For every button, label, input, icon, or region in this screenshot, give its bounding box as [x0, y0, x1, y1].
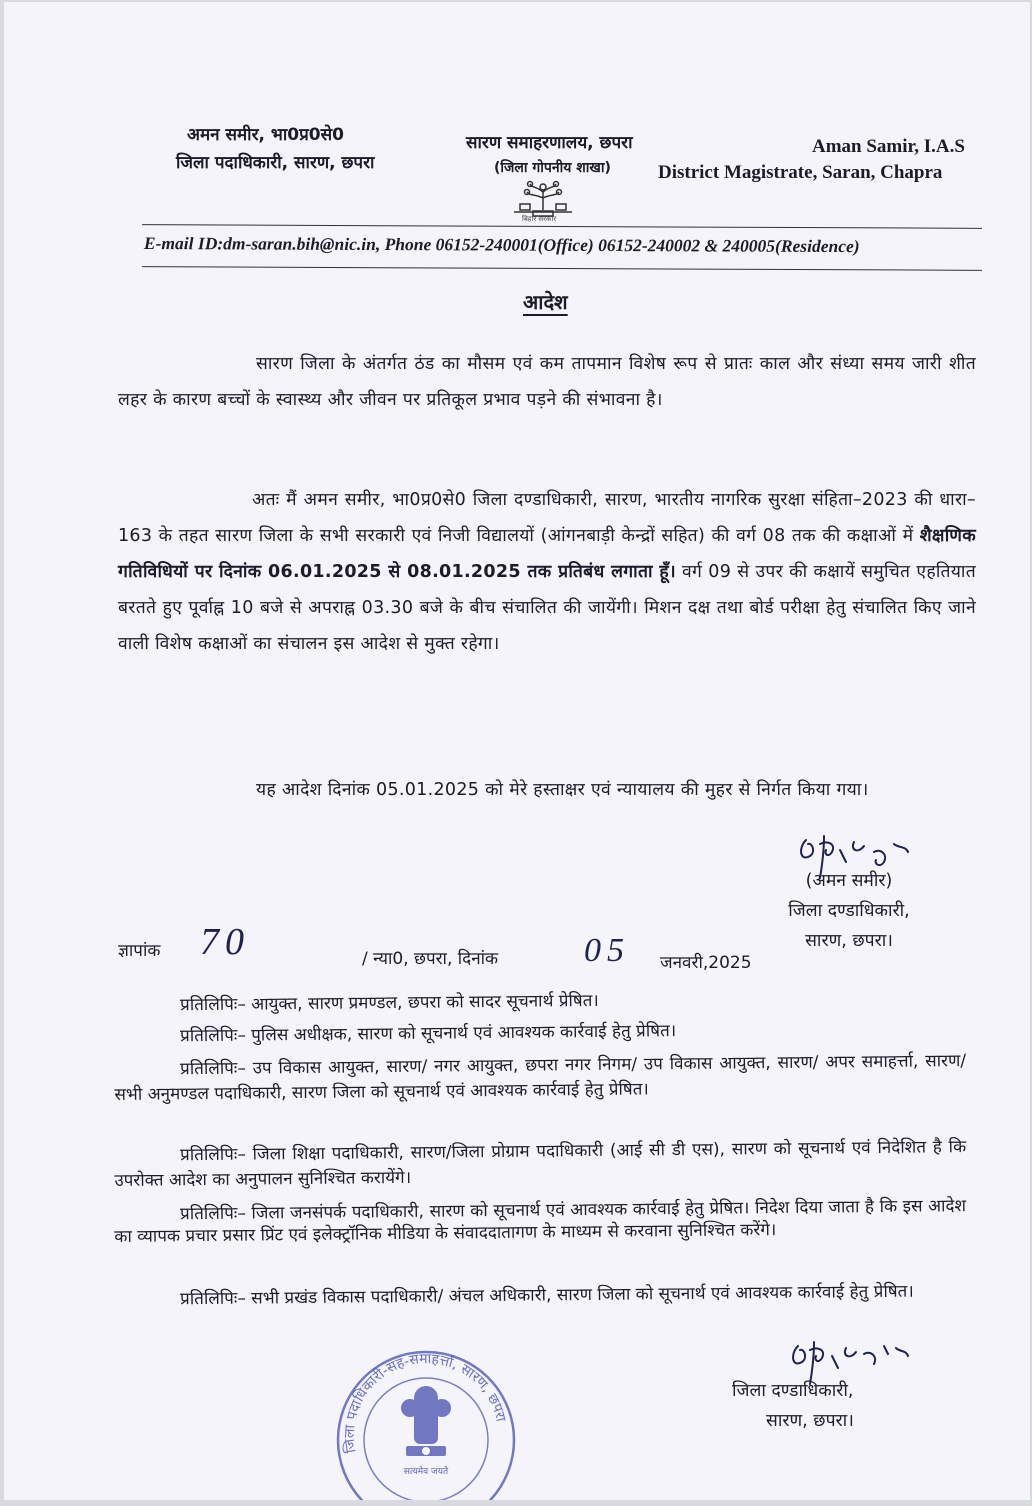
header-right-name: Aman Samir, I.A.S: [812, 136, 965, 157]
order-paragraph-3: [118, 772, 976, 808]
signatory-2-designation: जिला दण्डाधिकारी,: [732, 1381, 854, 1401]
seal-ring-textpath: जिला पदाधिकारी-सह-समाहर्त्ता, सारण, छपरा: [341, 1351, 509, 1454]
order-title: आदेश: [523, 290, 568, 314]
memo-month-year: जनवरी,2025: [660, 953, 752, 973]
copy-item-1: [114, 987, 966, 1017]
order-paragraph-1: [118, 346, 976, 418]
paragraph-1-text: सारण जिला के अंतर्गत ठंड का मौसम एवं कम तापमान विशेष रूप से प्रातः काल और संध्या समय जारी शीत लहर के कारण बच्चों के स्वास्थ्य और जीवन पर प्रतिकूल प्रभाव पड़ने की संभावना है।: [118, 354, 976, 410]
emblem-caption: बिहार सरकार: [522, 215, 557, 223]
header-left-designation: जिला पदाधिकारी, सारण, छपरा: [176, 153, 375, 173]
signatory-place: सारण, छपरा।: [805, 931, 893, 951]
signatory-2-place: सारण, छपरा।: [766, 1411, 854, 1431]
document-page: [4, 2, 1030, 1500]
copy-prefix: प्रतिलिपिः–: [180, 1203, 246, 1225]
copy-item-4: [114, 1135, 966, 1194]
copy-prefix: प्रतिलिपिः–: [180, 1144, 246, 1166]
copy-prefix: प्रतिलिपिः–: [179, 994, 246, 1016]
official-seal-stamp: [326, 1342, 526, 1500]
bihar-emblem-logo: [502, 178, 584, 228]
header-center-office: सारण समाहरणालय, छपरा: [466, 133, 633, 153]
header-center-branch: (जिला गोपनीय शाखा): [494, 160, 611, 176]
order-paragraph-2: [118, 482, 976, 662]
copy-text: जिला शिक्षा पदाधिकारी, सारण/जिला प्रोग्राम पदाधिकारी (आई सी डी एस), सारण को सूचनार्थ एवं निदेशित है कि उपरोक्त आदेश का अनुपालन सुनिश्चित करायेंगे।: [114, 1137, 967, 1191]
paragraph-2-text-b: वर्ग 09 से उपर की कक्षायें समुचित एहतियात बरतते हुए पूर्वाह्न 10 बजे से अपराह्न 03.30 बजे के बीच संचालित की जायेंगी। मिशन दक्ष तथा बोर्ड परीक्षा हेतु संचालित किए जाने वाली विशेष कक्षाओं का संचालन इस आदेश से मुक्त रहेगा।: [118, 562, 976, 654]
copy-prefix: प्रतिलिपिः–: [180, 1058, 246, 1080]
copy-item-6: [114, 1279, 966, 1313]
signatory-designation: जिला दण्डाधिकारी,: [788, 901, 910, 921]
memo-court-date-label: / न्या0, छपरा, दिनांक: [362, 949, 499, 969]
copy-item-5: [114, 1195, 966, 1248]
copy-prefix: प्रतिलिपिः–: [180, 1288, 246, 1310]
copy-text: जिला जनसंपर्क पदाधिकारी, सारण को सूचनार्थ एवं आवश्यक कार्रवाई हेतु प्रेषित। निदेश दिया जाता है कि इस आदेश का व्यापक प्रचार प्रसार प्रिंट एवं इलेक्ट्रॉनिक मीडिया के संवाददातागण के माध्यम से करवाना सुनिश्चित करेंगे।: [114, 1196, 967, 1247]
header-bottom-rule: [142, 266, 982, 271]
header-left-name: अमन समीर, भा0प्र0से0: [187, 125, 344, 145]
copy-text: सभी प्रखंड विकास पदाधिकारी/ अंचल अधिकारी, सारण जिला को सूचनार्थ एवं आवश्यक कार्रवाई हेतु प्रेषित।: [251, 1281, 914, 1309]
paragraph-3-text: यह आदेश दिनांक 05.01.2025 को मेरे हस्ताक्षर एवं न्यायालय की मुहर से निर्गत किया गया।: [256, 780, 869, 800]
contact-line: E-mail ID:dm-saran.bih@nic.in, Phone 06152-240001(Office) 06152-240002 & 240005(Residence): [143, 233, 860, 257]
memo-label: ज्ञापांक: [118, 941, 161, 961]
signature-2-block: [732, 1376, 918, 1436]
copy-item-2: [114, 1018, 966, 1048]
copy-item-3: [114, 1049, 966, 1108]
seal-motto: सत्यमेव जयते: [403, 1467, 449, 1477]
copy-text: पुलिस अधीक्षक, सारण को सूचनार्थ एवं आवश्यक कार्रवाई हेतु प्रेषित।: [251, 1021, 677, 1046]
paragraph-2-text-a: अतः मैं अमन समीर, भा0प्र0से0 जिला दण्डाधिकारी, सारण, भारतीय नागरिक सुरक्षा संहिता–2023 की धारा–163 के तहत सारण जिला के सभी सरकारी एवं निजी विद्यालयों (आंगनबाड़ी केन्द्रों सहित) की वर्ग 08 तक की कक्षाओं में: [118, 490, 976, 546]
header-right-designation: District Magistrate, Saran, Chapra: [658, 162, 943, 183]
copy-text: आयुक्त, सारण प्रमण्डल, छपरा को सादर सूचनार्थ प्रेषित।: [251, 990, 599, 1015]
memo-number-handwritten: 70: [200, 921, 250, 963]
signature-1-block: [760, 866, 938, 956]
paragraph-2-bold-text: शैक्षणिक गतिविधियों पर दिनांक 06.01.2025 से 08.01.2025 तक प्रतिबंध लगाता हूँ।: [118, 526, 976, 582]
copy-text: उप विकास आयुक्त, सारण/ नगर आयुक्त, छपरा नगर निगम/ उप विकास आयुक्त, सारण/ अपर समाहर्त्ता, सारण/ सभी अनुमण्डल पदाधिकारी, सारण जिला को सूचनार्थ एवं आवश्यक कार्रवाई हेतु प्रेषित।: [114, 1051, 967, 1105]
memo-day-handwritten: 05: [584, 932, 630, 969]
copy-prefix: प्रतिलिपिः–: [179, 1025, 246, 1047]
signatory-name: (अमन समीर): [805, 871, 893, 891]
